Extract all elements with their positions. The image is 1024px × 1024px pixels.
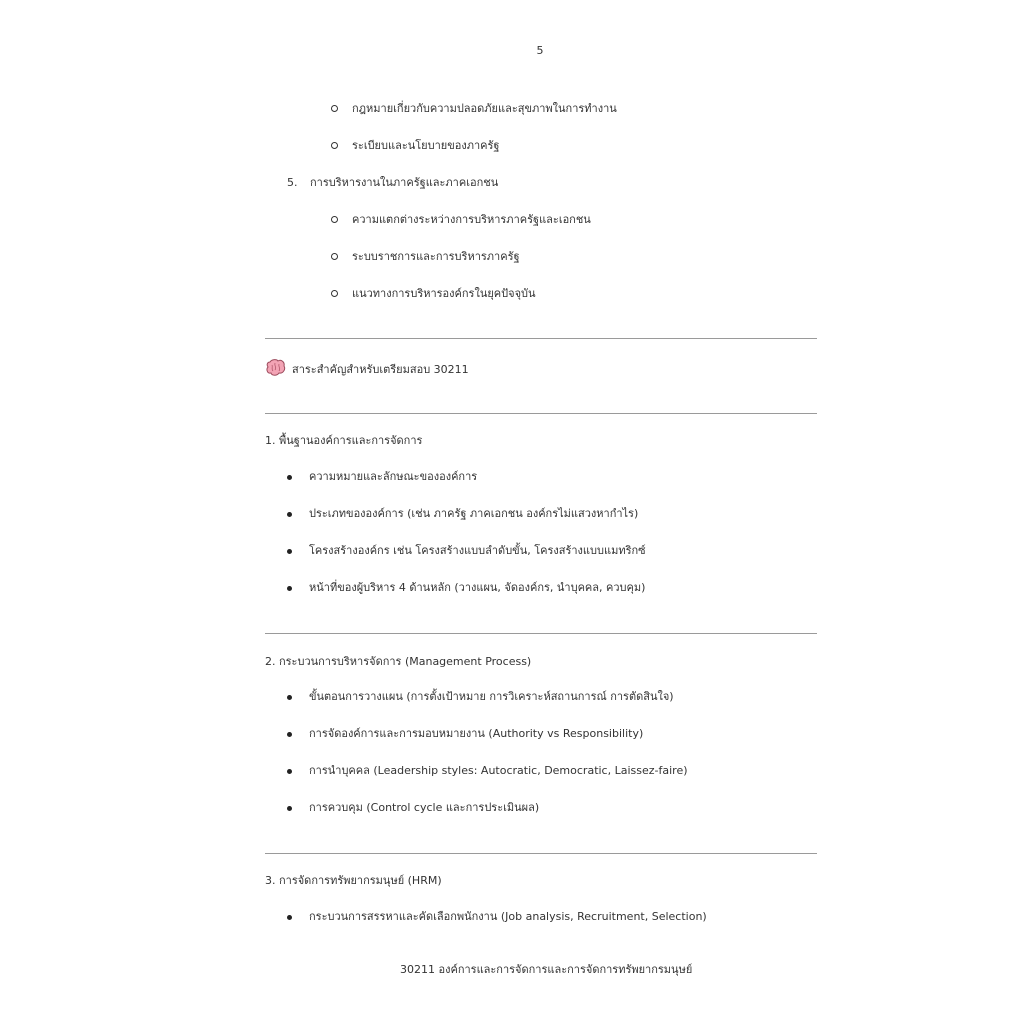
horizontal-rule — [265, 338, 817, 339]
bullet — [287, 512, 292, 517]
circle-bullet — [331, 253, 338, 260]
list-item: การจัดองค์การและการมอบหมายงาน (Authority vs Responsibility) — [309, 727, 644, 740]
topic-title: 1. พื้นฐานองค์การและการจัดการ — [265, 434, 423, 447]
list-item: ความหมายและลักษณะขององค์การ — [309, 470, 478, 483]
circle-bullet — [331, 216, 338, 223]
page-footer: 30211 องค์การและการจัดการและการจัดการทรัพยากรมนุษย์ — [400, 963, 693, 976]
bullet — [287, 695, 292, 700]
topic-title: 2. กระบวนการบริหารจัดการ (Management Process) — [265, 655, 532, 668]
list-item: ระบบราชการและการบริหารภาครัฐ — [352, 250, 520, 263]
list-item: กฎหมายเกี่ยวกับความปลอดภัยและสุขภาพในการทำงาน — [352, 102, 617, 115]
bullet — [287, 915, 292, 920]
bullet — [287, 475, 292, 480]
list-item: หน้าที่ของผู้บริหาร 4 ด้านหลัก (วางแผน, จัดองค์กร, นำบุคคล, ควบคุม) — [309, 581, 646, 594]
topic-title: 3. การจัดการทรัพยากรมนุษย์ (HRM) — [265, 874, 442, 887]
list-item: กระบวนการสรรหาและคัดเลือกพนักงาน (Job analysis, Recruitment, Selection) — [309, 910, 707, 923]
circle-bullet — [331, 142, 338, 149]
list-item: แนวทางการบริหารองค์กรในยุคปัจจุบัน — [352, 287, 536, 300]
bullet — [287, 769, 292, 774]
horizontal-rule — [265, 853, 817, 854]
circle-bullet — [331, 290, 338, 297]
horizontal-rule — [265, 413, 817, 414]
list-item: การควบคุม (Control cycle และการประเมินผล) — [309, 801, 540, 814]
bullet — [287, 732, 292, 737]
bullet — [287, 549, 292, 554]
circle-bullet — [331, 105, 338, 112]
section-title: การบริหารงานในภาครัฐและภาคเอกชน — [310, 176, 499, 189]
list-item: ความแตกต่างระหว่างการบริหารภาครัฐและเอกชน — [352, 213, 591, 226]
list-item: ขั้นตอนการวางแผน (การตั้งเป้าหมาย การวิเคราะห์สถานการณ์ การตัดสินใจ) — [309, 690, 674, 703]
list-item: การนำบุคคล (Leadership styles: Autocratic, Democratic, Laissez-faire) — [309, 764, 688, 777]
bullet — [287, 806, 292, 811]
summary-title: สาระสำคัญสำหรับเตรียมสอบ 30211 — [292, 363, 469, 376]
list-item: ระเบียบและนโยบายของภาครัฐ — [352, 139, 500, 152]
list-item: โครงสร้างองค์กร เช่น โครงสร้างแบบลำดับขั้น, โครงสร้างแบบแมทริกซ์ — [309, 544, 646, 557]
brain-icon — [266, 359, 286, 377]
page-number: 5 — [536, 44, 544, 57]
horizontal-rule — [265, 633, 817, 634]
list-item: ประเภทขององค์การ (เช่น ภาครัฐ ภาคเอกชน องค์กรไม่แสวงหากำไร) — [309, 507, 639, 520]
section-number: 5. — [287, 176, 298, 189]
bullet — [287, 586, 292, 591]
